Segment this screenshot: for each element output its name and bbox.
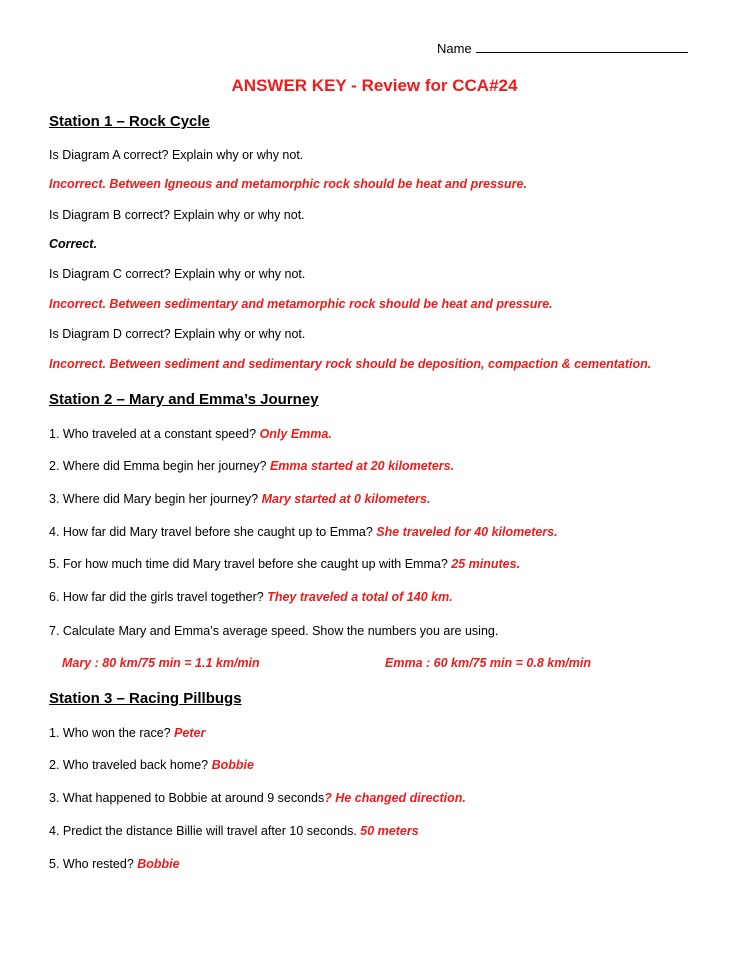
station3-question-3: 3. What happened to Bobbie at around 9 seconds bbox=[49, 791, 325, 805]
station3-heading: Station 3 – Racing Pillbugs bbox=[49, 690, 242, 707]
station2-answer-6: They traveled a total of 140 km. bbox=[267, 590, 453, 604]
station2-answer-2: Emma started at 20 kilometers. bbox=[269, 459, 455, 473]
station3-item-4 bbox=[49, 824, 419, 838]
station2-answer-7-mary: Mary : 80 km/75 min = 1.1 km/min bbox=[62, 656, 260, 670]
station1-question-c: Is Diagram C correct? Explain why or why not. bbox=[49, 267, 306, 281]
station1-question-a: Is Diagram A correct? Explain why or why not. bbox=[49, 148, 304, 162]
station3-answer-4: 50 meters bbox=[360, 824, 419, 838]
station3-question-2: 2. Who traveled back home? bbox=[49, 758, 209, 772]
station2-item-6 bbox=[49, 590, 453, 604]
station1-answer-c: Incorrect. Between sedimentary and metamorphic rock should be heat and pressure. bbox=[49, 297, 553, 311]
page-title: ANSWER KEY - Review for CCA#24 bbox=[231, 76, 518, 95]
station2-answer-5: 25 minutes. bbox=[451, 557, 521, 571]
station1-answer-b: Correct. bbox=[49, 237, 97, 251]
station1-question-d: Is Diagram D correct? Explain why or why not. bbox=[49, 327, 306, 341]
station3-item-5 bbox=[49, 857, 180, 871]
station1-answer-d: Incorrect. Between sediment and sedimentary rock should be deposition, compaction & cementation. bbox=[49, 357, 652, 371]
station3-item-1 bbox=[49, 726, 205, 740]
station2-question-2: 2. Where did Emma begin her journey? bbox=[49, 459, 267, 473]
name-blank[interactable] bbox=[476, 40, 688, 53]
station3-answer-1: Peter bbox=[174, 726, 206, 740]
station2-question-4: 4. How far did Mary travel before she caught up to Emma? bbox=[49, 525, 373, 539]
station2-answer-7-emma: Emma : 60 km/75 min = 0.8 km/min bbox=[385, 656, 591, 670]
station2-question-3: 3. Where did Mary begin her journey? bbox=[49, 492, 259, 506]
station2-heading: Station 2 – Mary and Emma’s Journey bbox=[49, 391, 319, 408]
station3-item-3 bbox=[49, 791, 466, 805]
station3-item-2 bbox=[49, 758, 254, 772]
station2-item-4 bbox=[49, 525, 558, 539]
name-label: Name bbox=[437, 41, 472, 56]
station1-heading: Station 1 – Rock Cycle bbox=[49, 113, 210, 130]
station2-question-1: 1. Who traveled at a constant speed? bbox=[49, 427, 257, 441]
station2-question-6: 6. How far did the girls travel together? bbox=[49, 590, 264, 604]
station2-question-7: 7. Calculate Mary and Emma’s average speed. Show the numbers you are using. bbox=[49, 624, 499, 638]
station3-answer-5: Bobbie bbox=[137, 857, 180, 871]
station3-question-4: 4. Predict the distance Billie will travel after 10 seconds. bbox=[49, 824, 357, 838]
station2-item-5 bbox=[49, 557, 520, 571]
station1-question-b: Is Diagram B correct? Explain why or why not. bbox=[49, 208, 305, 222]
station2-answer-4: She traveled for 40 kilometers. bbox=[376, 525, 558, 539]
station2-item-2 bbox=[49, 459, 454, 473]
station2-item-3 bbox=[49, 492, 430, 506]
station3-answer-2: Bobbie bbox=[211, 758, 254, 772]
station2-answer-3: Mary started at 0 kilometers. bbox=[261, 492, 431, 506]
station2-item-1 bbox=[49, 427, 332, 441]
station3-question-5: 5. Who rested? bbox=[49, 857, 134, 871]
station2-question-5: 5. For how much time did Mary travel before she caught up with Emma? bbox=[49, 557, 448, 571]
station3-question-1: 1. Who won the race? bbox=[49, 726, 171, 740]
station1-answer-a: Incorrect. Between Igneous and metamorphic rock should be heat and pressure. bbox=[49, 177, 527, 191]
station3-answer-3: ? He changed direction. bbox=[324, 791, 466, 805]
name-line bbox=[437, 40, 688, 56]
station2-answer-1: Only Emma. bbox=[259, 427, 332, 441]
